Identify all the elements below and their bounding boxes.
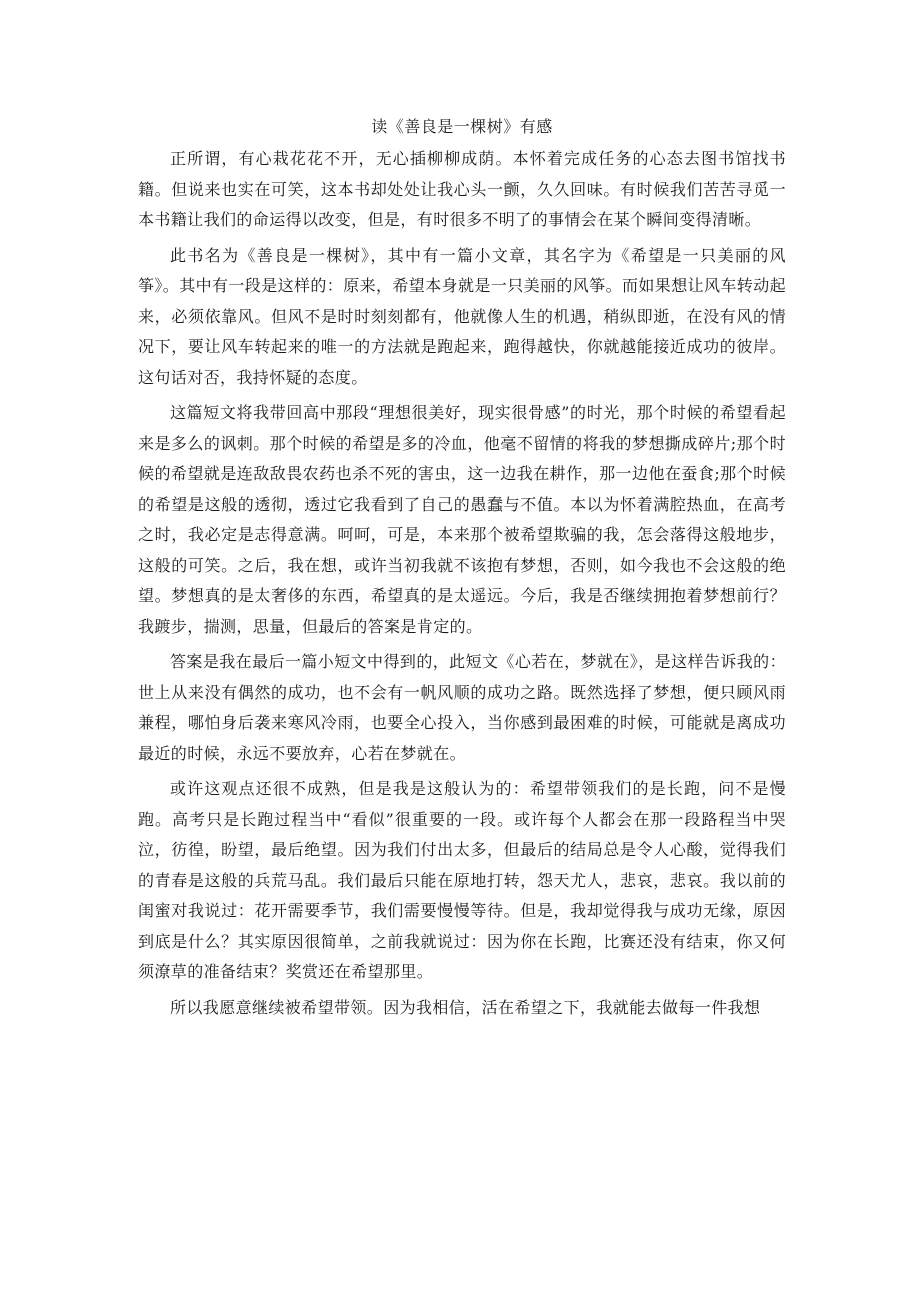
document-title: 读《善良是一棵树》有感 bbox=[371, 117, 553, 136]
paragraph-3: 这篇短文将我带回高中那段“理想很美好，现实很骨感”的时光，那个时候的希望看起来是多么的讽刺。那个时候的希望是多的冷血，他毫不留情的将我的梦想撕成碎片;那个时候的希望就是连敌敌畏农药也杀不死的害虫，这一边我在耕作，那一边他在蚕食;那个时候的希望是这般的透彻，透过它我看到了自己的愚蠢与不值。本以为怀着满腔热血，在高考之时，我必定是志得意满。呵呵，可是，本来那个被希望欺骗的我，怎会落得这般地步，这般的可笑。之后，我在想，或许当初我就不该抱有梦想，否则，如今我也不会这般的绝望。梦想真的是太奢侈的东西，希望真的是太遥远。今后，我是否继续拥抱着梦想前行？我踱步，揣测，思量，但最后的答案是肯定的。 bbox=[138, 403, 786, 636]
paragraph-2: 此书名为《善良是一棵树》，其中有一篇小文章，其名字为《希望是一只美丽的风筝》。其中有一段是这样的：原来，希望本身就是一只美丽的风筝。而如果想让风车转动起来，必须依靠风。但风不是时时刻刻都有，他就像人生的机遇，稍纵即逝，在没有风的情况下，要让风车转起来的唯一的方法就是跑起来，跑得越快，你就越能接近成功的彼岸。这句话对否，我持怀疑的态度。 bbox=[138, 245, 787, 387]
paragraph-4: 答案是我在最后一篇小短文中得到的，此短文《心若在，梦就在》，是这样告诉我的：世上从来没有偶然的成功，也不会有一帆风顺的成功之路。既然选择了梦想，便只顾风雨兼程，哪怕身后袭来寒风冷雨，也要全心投入，当你感到最困难的时候，可能就是离成功最近的时候，永远不要放弃，心若在梦就在。 bbox=[138, 652, 786, 763]
document-page bbox=[138, 110, 786, 1028]
paragraph-1: 正所谓，有心栽花花不开，无心插柳柳成荫。本怀着完成任务的心态去图书馆找书籍。但说来也实在可笑，这本书却处处让我心头一颤，久久回味。有时候我们苦苦寻觅一本书籍让我们的命运得以改变，但是，有时很多不明了的事情会在某个瞬间变得清晰。 bbox=[138, 149, 786, 229]
paragraph-5: 或许这观点还很不成熟，但是我是这般认为的：希望带领我们的是长跑，问不是慢跑。高考只是长跑过程当中“看似”很重要的一段。或许每个人都会在那一段路程当中哭泣，彷徨，盼望，最后绝望。因为我们付出太多，但最后的结局总是令人心酸，觉得我们的青春是这般的兵荒马乱。我们最后只能在原地打转，怨天尤人，悲哀，悲哀。我以前的闺蜜对我说过：花开需要季节，我们需要慢慢等待。但是，我却觉得我与成功无缘，原因到底是什么？其实原因很简单，之前我就说过：因为你在长跑，比赛还没有结束，你又何须潦草的准备结束？奖赏还在希望那里。 bbox=[138, 779, 786, 981]
paragraph-6: 所以我愿意继续被希望带领。因为我相信，活在希望之下，我就能去做每一件我想 bbox=[170, 997, 761, 1017]
